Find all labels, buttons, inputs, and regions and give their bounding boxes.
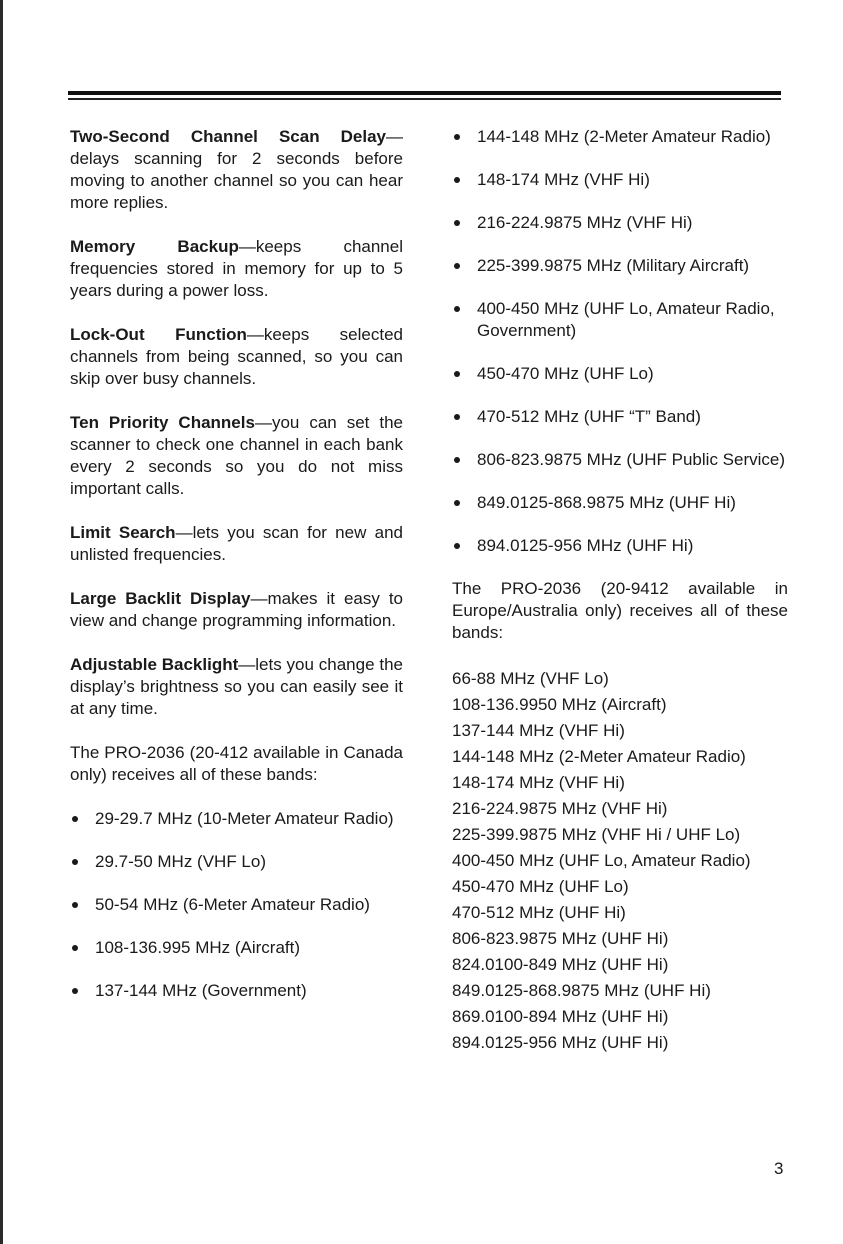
- band-line: 148-174 MHz (VHF Hi): [452, 773, 625, 792]
- feature-description: keeps channel frequencies stored in memory for up to 5 years during a power loss.: [70, 237, 403, 300]
- band-line: 849.0125-868.9875 MHz (UHF Hi): [452, 981, 711, 1000]
- band-item: 50-54 MHz (6-Meter Amateur Radio): [70, 894, 403, 916]
- feature-term: Memory Backup: [70, 237, 239, 256]
- band-item: 144-148 MHz (2-Meter Amateur Radio): [452, 126, 788, 148]
- feature-description: you can set the scanner to check one channel in each bank every 2 seconds so you do not miss important calls.: [70, 413, 403, 498]
- feature-description: lets you scan for new and unlisted frequencies.: [70, 523, 403, 564]
- band-item: 29-29.7 MHz (10-Meter Amateur Radio): [70, 808, 403, 830]
- left-column: [70, 126, 403, 1023]
- band-line: 470-512 MHz (UHF Hi): [452, 903, 626, 922]
- feature-description: keeps selected channels from being scanned, so you can skip over busy channels.: [70, 325, 403, 388]
- band-line: 869.0100-894 MHz (UHF Hi): [452, 1007, 669, 1026]
- band-item: 849.0125-868.9875 MHz (UHF Hi): [452, 492, 788, 514]
- band-item: 470-512 MHz (UHF “T” Band): [452, 406, 788, 428]
- feature-paragraph: Limit Search—lets you scan for new and unlisted frequencies.: [70, 523, 403, 564]
- feature-paragraph: Lock-Out Function—keeps selected channels from being scanned, so you can skip over busy channels.: [70, 325, 403, 388]
- band-item: 148-174 MHz (VHF Hi): [452, 169, 788, 191]
- band-line: 806-823.9875 MHz (UHF Hi): [452, 929, 669, 948]
- feature-paragraph: Adjustable Backlight—lets you change the display’s brightness so you can easily see it at any time.: [70, 655, 403, 718]
- europe-band-list: [452, 666, 788, 1056]
- feature-term: Two-Second Channel Scan Delay: [70, 127, 386, 146]
- band-line: 144-148 MHz (2-Meter Amateur Radio): [452, 747, 746, 766]
- page-binding-edge: [0, 0, 3, 1244]
- band-item: 225-399.9875 MHz (Military Aircraft): [452, 255, 788, 277]
- page-number: 3: [774, 1159, 784, 1178]
- band-item: 137-144 MHz (Government): [70, 980, 403, 1002]
- header-rule-thin: [68, 98, 781, 100]
- band-line: 225-399.9875 MHz (VHF Hi / UHF Lo): [452, 825, 741, 844]
- feature-paragraph: Ten Priority Channels—you can set the scanner to check one channel in each bank every 2 seconds so you do not miss important calls.: [70, 413, 403, 498]
- band-line: 66-88 MHz (VHF Lo): [452, 669, 609, 688]
- feature-description: lets you change the display’s brightness so you can easily see it at any time.: [70, 655, 403, 718]
- band-item: 216-224.9875 MHz (VHF Hi): [452, 212, 788, 234]
- band-line: 824.0100-849 MHz (UHF Hi): [452, 955, 669, 974]
- band-item: 806-823.9875 MHz (UHF Public Service): [452, 449, 788, 471]
- band-item: 894.0125-956 MHz (UHF Hi): [452, 535, 788, 557]
- feature-term: Adjustable Backlight: [70, 655, 239, 674]
- canada-intro: The PRO-2036 (20-412 available in Canada only) receives all of these bands:: [70, 743, 403, 784]
- band-item: 108-136.995 MHz (Aircraft): [70, 937, 403, 959]
- feature-description: delays scanning for 2 seconds before moving to another channel so you can hear more replies.: [70, 149, 403, 212]
- feature-term: Ten Priority Channels: [70, 413, 255, 432]
- right-column: [452, 126, 788, 1056]
- band-line: 400-450 MHz (UHF Lo, Amateur Radio): [452, 851, 751, 870]
- feature-paragraph: Two-Second Channel Scan Delay—delays scanning for 2 seconds before moving to another channel so you can hear more replies.: [70, 127, 403, 212]
- feature-paragraph: Large Backlit Display—makes it easy to view and change programming information.: [70, 589, 404, 630]
- band-line: 894.0125-956 MHz (UHF Hi): [452, 1033, 669, 1052]
- band-item: 400-450 MHz (UHF Lo, Amateur Radio, Government): [452, 298, 788, 342]
- feature-term: Lock-Out Function: [70, 325, 247, 344]
- band-line: 216-224.9875 MHz (VHF Hi): [452, 799, 668, 818]
- band-line: 450-470 MHz (UHF Lo): [452, 877, 629, 896]
- band-item: 450-470 MHz (UHF Lo): [452, 363, 788, 385]
- band-line: 137-144 MHz (VHF Hi): [452, 721, 625, 740]
- band-item: 29.7-50 MHz (VHF Lo): [70, 851, 403, 873]
- header-rule: [68, 91, 781, 95]
- feature-term: Limit Search: [70, 523, 176, 542]
- feature-paragraph: Memory Backup—keeps channel frequencies stored in memory for up to 5 years during a power loss.: [70, 237, 403, 300]
- europe-intro: The PRO-2036 (20-9412 available in Europe/Australia only) receives all of these bands:: [452, 579, 788, 642]
- band-line: 108-136.9950 MHz (Aircraft): [452, 695, 667, 714]
- canada-band-list-continued: [452, 126, 788, 557]
- canada-band-list: [70, 808, 403, 1002]
- feature-description: makes it easy to view and change programming information.: [70, 589, 404, 630]
- feature-term: Large Backlit Display: [70, 589, 251, 608]
